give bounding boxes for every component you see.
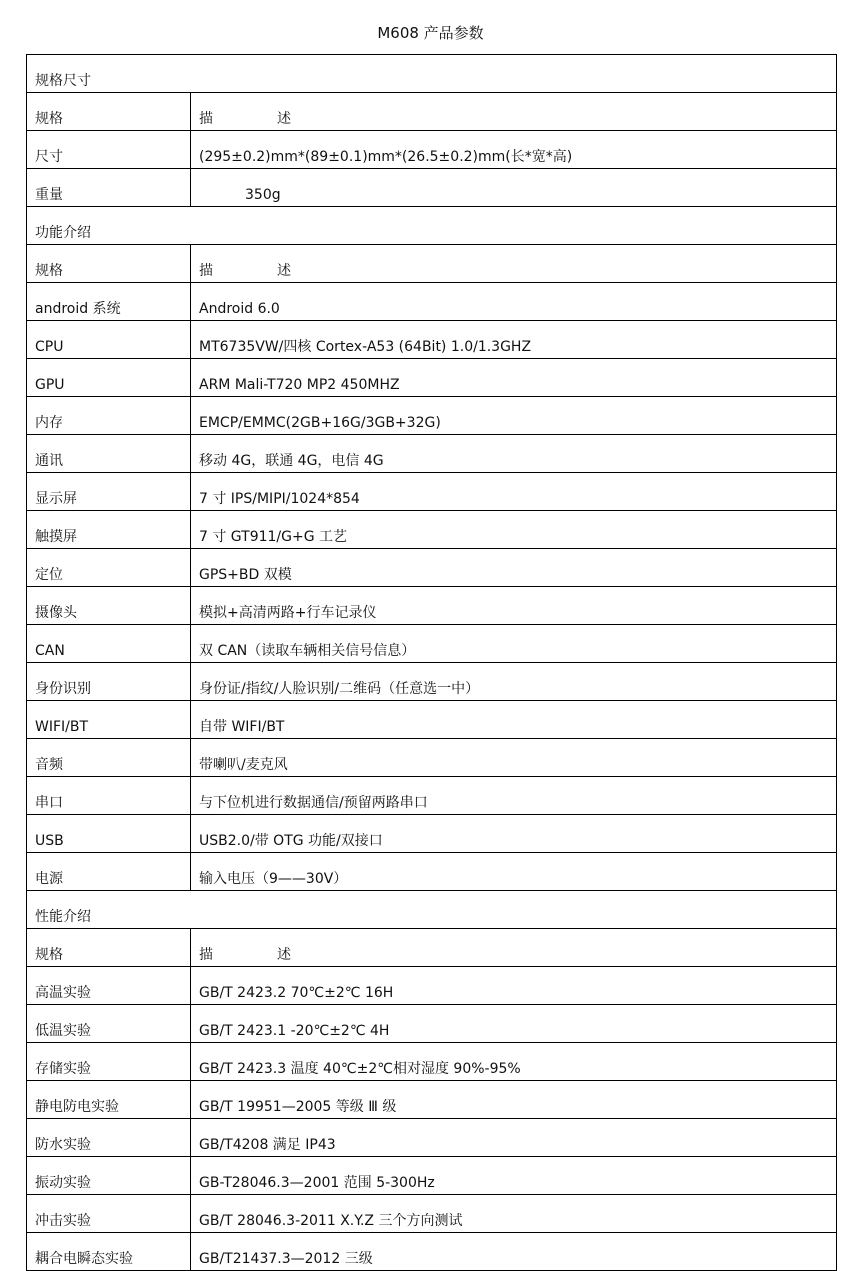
row-label: 存储实验 [27,1043,191,1081]
row-label: 耦合电瞬态实验 [27,1233,191,1271]
row-label: 触摸屏 [27,511,191,549]
row-value: 移动 4G，联通 4G，电信 4G [191,435,837,473]
row-label: 重量 [27,169,191,207]
row-value: 带喇叭/麦克风 [191,739,837,777]
table-row [27,131,837,169]
table-header-row [27,93,837,131]
table-row [27,1005,837,1043]
table-row [27,473,837,511]
table-row [27,777,837,815]
row-label: 定位 [27,549,191,587]
row-label: 电源 [27,853,191,891]
row-label: 音频 [27,739,191,777]
row-value: 7 寸 GT911/G+G 工艺 [191,511,837,549]
table-row [27,359,837,397]
section-header-row [27,55,837,93]
row-label: CAN [27,625,191,663]
row-value [191,169,837,207]
desc-header-left: 描 [199,263,213,279]
section-header-row [27,207,837,245]
row-value: GB/T4208 满足 IP43 [191,1119,837,1157]
desc-header [191,245,837,283]
table-row [27,967,837,1005]
row-label: 串口 [27,777,191,815]
table-row [27,739,837,777]
row-label: 冲击实验 [27,1195,191,1233]
row-value: USB2.0/带 OTG 功能/双接口 [191,815,837,853]
spec-table [26,54,837,1271]
spec-header: 规格 [27,93,191,131]
table-row [27,1119,837,1157]
row-label: 通讯 [27,435,191,473]
desc-header-right: 述 [277,263,291,279]
row-value: GB/T 2423.2 70℃±2℃ 16H [191,967,837,1005]
table-row [27,701,837,739]
weight-value: 350g [245,187,281,203]
table-row [27,625,837,663]
row-value: 7 寸 IPS/MIPI/1024*854 [191,473,837,511]
row-label: 低温实验 [27,1005,191,1043]
row-label: 防水实验 [27,1119,191,1157]
table-row [27,321,837,359]
row-label: 内存 [27,397,191,435]
row-label: WIFI/BT [27,701,191,739]
table-row [27,815,837,853]
table-row [27,663,837,701]
row-label: 静电防电实验 [27,1081,191,1119]
table-row [27,397,837,435]
row-value: GB-T28046.3—2001 范围 5-300Hz [191,1157,837,1195]
table-row [27,435,837,473]
table-row [27,1195,837,1233]
table-row [27,511,837,549]
row-label: 振动实验 [27,1157,191,1195]
table-row [27,549,837,587]
row-value: 身份证/指纹/人脸识别/二维码（任意选一中） [191,663,837,701]
document-title: M608 产品参数 [377,24,484,42]
row-value: EMCP/EMMC(2GB+16G/3GB+32G) [191,397,837,435]
row-label: android 系统 [27,283,191,321]
row-value: GB/T 2423.3 温度 40℃±2℃相对湿度 90%-95% [191,1043,837,1081]
row-value: 输入电压（9——30V） [191,853,837,891]
row-label: 尺寸 [27,131,191,169]
row-value: Android 6.0 [191,283,837,321]
row-value: GB/T 2423.1 -20℃±2℃ 4H [191,1005,837,1043]
row-value: GB/T 28046.3-2011 X.Y.Z 三个方向测试 [191,1195,837,1233]
table-header-row [27,245,837,283]
row-value: (295±0.2)mm*(89±0.1)mm*(26.5±0.2)mm(长*宽*高) [191,131,837,169]
section-title: 规格尺寸 [27,55,837,93]
desc-header-right: 述 [277,947,291,963]
table-row [27,853,837,891]
table-row [27,169,837,207]
row-value: 自带 WIFI/BT [191,701,837,739]
table-row [27,587,837,625]
spec-header: 规格 [27,245,191,283]
section-header-row [27,891,837,929]
table-row [27,1043,837,1081]
row-label: 显示屏 [27,473,191,511]
row-value: MT6735VW/四核 Cortex-A53 (64Bit) 1.0/1.3GHZ [191,321,837,359]
row-value: GPS+BD 双模 [191,549,837,587]
table-row [27,1081,837,1119]
table-row [27,1233,837,1271]
desc-header-left: 描 [199,111,213,127]
row-value: GB/T21437.3—2012 三级 [191,1233,837,1271]
desc-header-left: 描 [199,947,213,963]
desc-header-right: 述 [277,111,291,127]
row-label: 高温实验 [27,967,191,1005]
desc-header [191,929,837,967]
table-row [27,283,837,321]
row-value: 双 CAN（读取车辆相关信号信息） [191,625,837,663]
row-label: CPU [27,321,191,359]
desc-header [191,93,837,131]
row-value: ARM Mali-T720 MP2 450MHZ [191,359,837,397]
row-label: USB [27,815,191,853]
row-value: 与下位机进行数据通信/预留两路串口 [191,777,837,815]
spec-header: 规格 [27,929,191,967]
section-title: 功能介绍 [27,207,837,245]
row-label: 摄像头 [27,587,191,625]
row-label: 身份识别 [27,663,191,701]
row-value: GB/T 19951—2005 等级 Ⅲ 级 [191,1081,837,1119]
row-label: GPU [27,359,191,397]
row-value: 模拟+高清两路+行车记录仪 [191,587,837,625]
table-row [27,1157,837,1195]
section-title: 性能介绍 [27,891,837,929]
table-header-row [27,929,837,967]
